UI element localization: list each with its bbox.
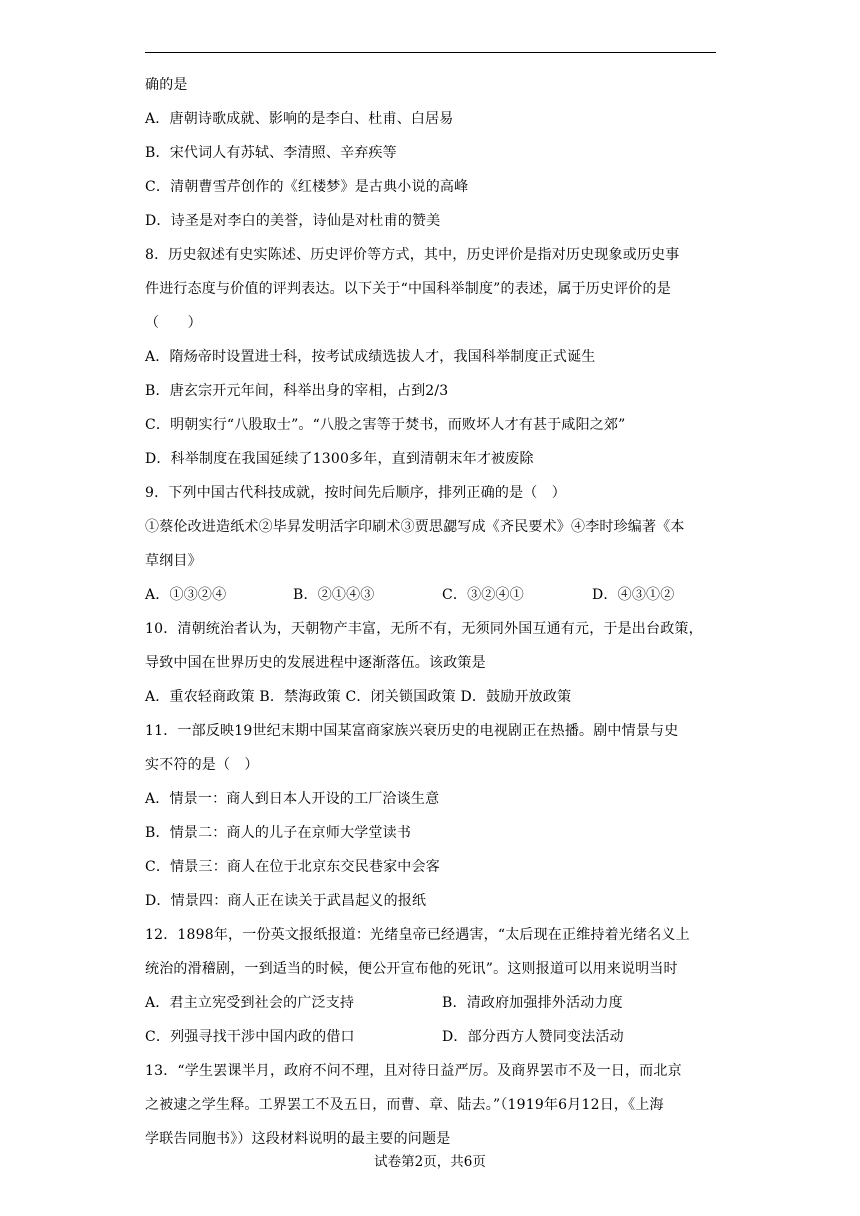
option-line: B．宋代词人有苏轼、李清照、辛弃疾等 bbox=[145, 145, 397, 161]
question-13-line: 之被逮之学生释。工界罢工不及五日，而曹、章、陆去。”（1919年6月12日，《上海 bbox=[145, 1097, 664, 1113]
question-13-line: 学联告同胞书》）这段材料说明的最主要的问题是 bbox=[145, 1131, 451, 1147]
question-12-options-row bbox=[145, 1020, 720, 1054]
option-line: B．唐玄宗开元年间，科举出身的宰相，占到2/3 bbox=[145, 383, 449, 399]
option-line: A．唐朝诗歌成就、影响的是李白、杜甫、白居易 bbox=[145, 111, 454, 127]
question-10-line: 10．清朝统治者认为，天朝物产丰富，无所不有，无须同外国互通有元，于是出台政策， bbox=[145, 621, 703, 637]
option-d: D．④③①② bbox=[592, 587, 675, 603]
question-13-line: 13．“学生罢课半月，政府不问不理，且对待日益严厉。及商界罢市不及一日，而北京 bbox=[145, 1063, 682, 1079]
answer-blank: （ ） bbox=[145, 315, 202, 331]
option-line: D．诗圣是对李白的美誉，诗仙是对杜甫的赞美 bbox=[145, 213, 441, 229]
question-9-line: 草纲目》 bbox=[145, 553, 202, 569]
question-8-line: 8．历史叙述有史实陈述、历史评价等方式，其中，历史评价是指对历史现象或历史事 bbox=[145, 247, 680, 263]
question-12-line: 12．1898年，一份英文报纸报道：光绪皇帝已经遇害，“太后现在正维持着光绪名义上 bbox=[145, 927, 690, 943]
question-10-options: A．重农轻商政策 B．禁海政策 C．闭关锁国政策 D．鼓励开放政策 bbox=[145, 689, 572, 705]
question-9-line: 9．下列中国古代科技成就，按时间先后顺序，排列正确的是（ ） bbox=[145, 485, 566, 501]
option-line: C．明朝实行“八股取士”。“八股之害等于焚书，而败坏人才有甚于咸阳之郊” bbox=[145, 417, 626, 433]
option-line: B．情景二：商人的儿子在京师大学堂读书 bbox=[145, 825, 412, 841]
option-c: C．列强寻找干涉中国内政的借口 bbox=[145, 1029, 355, 1045]
question-8-line: 件进行态度与价值的评判表达。以下关于“中国科举制度”的表述，属于历史评价的是 bbox=[145, 281, 671, 297]
option-line: A．隋炀帝时设置进士科，按考试成绩选拔人才，我国科举制度正式诞生 bbox=[145, 349, 596, 365]
question-10-line: 导致中国在世界历史的发展进程中逐渐落伍。该政策是 bbox=[145, 655, 486, 671]
option-a: A．君主立宪受到社会的广泛支持 bbox=[145, 995, 355, 1011]
question-12-line: 统治的滑稽剧，一到适当的时候，便公开宣布他的死讯”。这则报道可以用来说明当时 bbox=[145, 961, 678, 977]
question-11-line: 实不符的是（ ） bbox=[145, 757, 259, 773]
question-9-line: ①蔡伦改进造纸术②毕昇发明活字印刷术③贾思勰写成《齐民要术》④李时珍编著《本 bbox=[145, 519, 685, 535]
option-line: D．科举制度在我国延续了1300多年，直到清朝末年才被废除 bbox=[145, 451, 534, 467]
page-footer: 试卷第2页，共6页 bbox=[374, 1154, 486, 1170]
option-b: B．②①④③ bbox=[293, 587, 375, 603]
question-11-line: 11．一部反映19世纪末期中国某富商家族兴衰历史的电视剧正在热播。剧中情景与史 bbox=[145, 723, 679, 739]
option-line: C．清朝曹雪芹创作的《红楼梦》是古典小说的高峰 bbox=[145, 179, 469, 195]
option-line: A．情景一：商人到日本人开设的工厂洽谈生意 bbox=[145, 791, 440, 807]
option-line: D．情景四：商人正在读关于武昌起义的报纸 bbox=[145, 893, 427, 909]
option-d: D．部分西方人赞同变法活动 bbox=[442, 1029, 624, 1045]
option-c: C．③②④① bbox=[442, 587, 524, 603]
option-line: C．情景三：商人在位于北京东交民巷家中会客 bbox=[145, 859, 440, 875]
text-line: 确的是 bbox=[145, 77, 188, 93]
option-b: B．清政府加强排外活动力度 bbox=[442, 995, 623, 1011]
option-a: A．①③②④ bbox=[145, 587, 227, 603]
header-rule bbox=[145, 52, 716, 53]
exam-content bbox=[145, 68, 720, 1156]
question-9-options bbox=[145, 578, 720, 612]
question-12-options-row bbox=[145, 986, 720, 1020]
